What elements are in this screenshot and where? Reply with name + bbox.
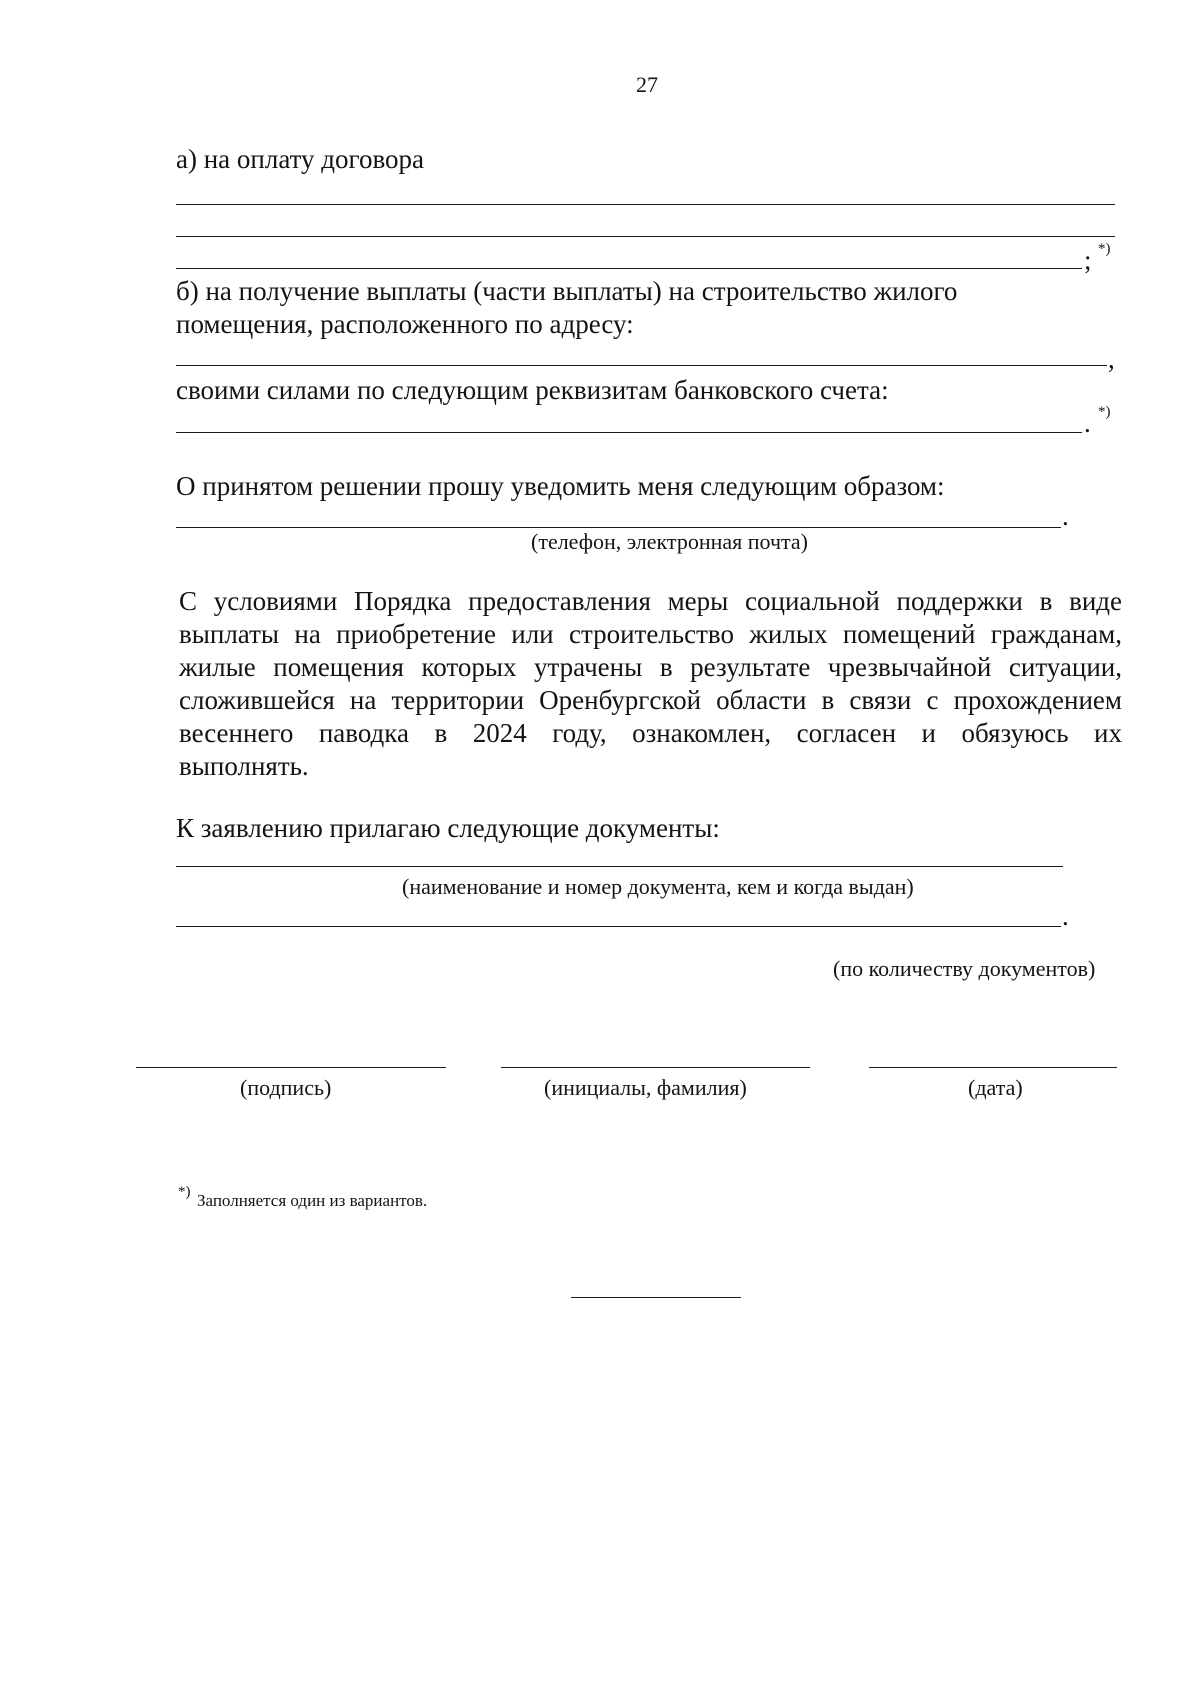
attachments-blank-line-1[interactable] [176, 866, 1063, 867]
signature-caption: (подпись) [240, 1075, 332, 1100]
address-blank-line[interactable] [176, 365, 1107, 366]
attachments-caption: (наименование и номер документа, кем и когда выдан) [402, 874, 914, 899]
date-blank-line[interactable] [869, 1067, 1117, 1068]
signature-blank-line[interactable] [136, 1067, 446, 1068]
section-a-blank-line-3[interactable] [176, 268, 1082, 269]
notification-caption: (телефон, электронная почта) [531, 529, 808, 554]
terms-paragraph [179, 585, 1122, 783]
page-number: 27 [636, 72, 658, 97]
notification-end-mark: . [1062, 501, 1069, 531]
bank-details-end-mark: . [1084, 408, 1091, 438]
footnote-mark: *) [178, 1184, 191, 1200]
section-b-line-2: помещения, расположенного по адресу: [176, 309, 634, 339]
attachments-blank-line-2[interactable] [176, 926, 1061, 927]
terms-line-6: выполнять. [179, 751, 309, 781]
address-end-mark: , [1108, 344, 1115, 374]
closing-rule [571, 1297, 741, 1298]
terms-line-3: жилые помещения которых утрачены в результате чрезвычайной ситуации, [179, 652, 1122, 682]
terms-line-5: весеннего паводка в 2024 году, ознакомлен, согласен и обязуюсь их [179, 718, 1122, 748]
attachments-end-mark: . [1062, 901, 1069, 931]
terms-line-2: выплаты на приобретение или строительство жилых помещений гражданам, [179, 619, 1122, 649]
document-count-caption: (по количеству документов) [833, 956, 1096, 981]
section-a-blank-line-2[interactable] [176, 236, 1115, 237]
footnote-text: Заполняется один из вариантов. [197, 1191, 428, 1210]
terms-line-1: С условиями Порядка предоставления меры социальной поддержки в виде [179, 586, 1122, 616]
bank-details-label: своими силами по следующим реквизитам банковского счета: [176, 375, 889, 405]
notification-blank-line[interactable] [176, 527, 1061, 528]
section-a-footnote-mark: *) [1098, 241, 1111, 257]
terms-line-4: сложившейся на территории Оренбургской области в связи с прохождением [179, 685, 1122, 715]
section-a-end-mark: ; [1084, 245, 1092, 275]
section-a-blank-line-1[interactable] [176, 204, 1115, 205]
date-caption: (дата) [968, 1075, 1023, 1100]
name-caption: (инициалы, фамилия) [544, 1075, 747, 1100]
notification-label: О принятом решении прошу уведомить меня следующим образом: [176, 471, 945, 501]
bank-details-footnote-mark: *) [1098, 404, 1111, 420]
name-blank-line[interactable] [501, 1067, 810, 1068]
section-b-line-1: б) на получение выплаты (части выплаты) на строительство жилого [176, 276, 958, 306]
bank-details-blank-line[interactable] [176, 432, 1082, 433]
attachments-label: К заявлению прилагаю следующие документы: [176, 813, 720, 843]
section-a-label: а) на оплату договора [176, 144, 424, 174]
